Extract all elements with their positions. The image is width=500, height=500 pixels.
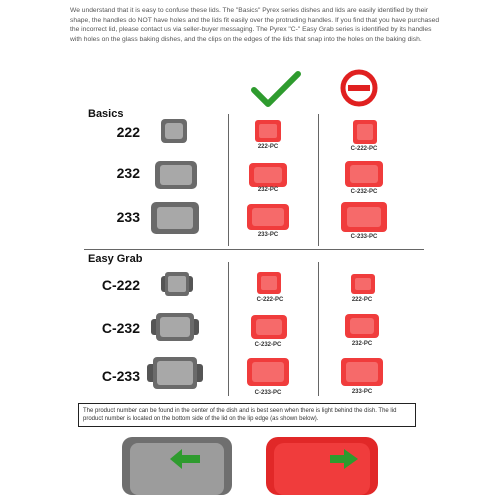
correct-lid-code: C-222-PC [256, 297, 284, 303]
lid-image [350, 273, 376, 295]
dish-image [146, 356, 204, 390]
column-divider [228, 262, 229, 396]
row-label: 222 [116, 124, 140, 140]
incorrect-lid-code: C-232-PC [350, 189, 378, 195]
green-checkmark-icon [250, 70, 302, 110]
lid-image [250, 314, 288, 340]
product-number-notice: The product number can be found in the center of the dish and is best seen when there is light behind the dish. The lid product number is located on the bottom side of the lid on the lip edge (as shown below). [78, 403, 416, 427]
dish-image [150, 312, 200, 342]
incorrect-lid-code: C-233-PC [350, 234, 378, 240]
lid-image [246, 203, 290, 231]
dish-image [160, 271, 194, 297]
correct-lid-code: 222-PC [257, 144, 279, 150]
lid-image [256, 271, 282, 295]
lid-image [340, 357, 384, 387]
column-divider [318, 262, 319, 396]
correct-lid-code: C-233-PC [254, 390, 282, 396]
row-label: C-222 [101, 277, 140, 293]
section-title-easy-grab: Easy Grab [88, 253, 143, 265]
lid-closeup-image [266, 433, 378, 495]
row-label: C-232 [101, 320, 140, 336]
dish-image [154, 160, 198, 190]
correct-lid-code: 233-PC [257, 232, 279, 238]
incorrect-lid-code: 222-PC [351, 297, 373, 303]
section-title-basics: Basics [88, 108, 124, 120]
dish-image [150, 201, 200, 235]
lid-image [344, 160, 384, 188]
incorrect-lid-code: 233-PC [351, 389, 373, 395]
column-divider [318, 114, 319, 246]
row-label: 232 [116, 165, 140, 181]
lid-image [340, 201, 388, 233]
lid-image [248, 162, 288, 188]
lid-image [254, 119, 282, 143]
lid-image [344, 313, 380, 339]
correct-lid-code: 232-PC [257, 187, 279, 193]
incorrect-lid-code: C-222-PC [350, 146, 378, 152]
column-divider [228, 114, 229, 246]
red-prohibited-icon [340, 69, 378, 107]
incorrect-lid-code: 232-PC [351, 341, 373, 347]
dish-image [160, 118, 188, 144]
row-label: 233 [116, 209, 140, 225]
lid-image [352, 119, 378, 145]
section-divider [84, 249, 424, 250]
row-label: C-233 [101, 368, 140, 384]
intro-paragraph: We understand that it is easy to confuse these lids. The "Basics" Pyrex series dishes and lids are easily identified by their shape, the handles do NOT have holes and the lids fit easily over the protruding handles. If you find that you have purchased the incorrect lid, please contact us via seller-buyer messaging. The Pyrex "C-" Easy Grab series is identified by its handles with holes on the glass baking dishes, and the clips on the edges of the lids that snap into the holes on the baking dish. [70, 7, 440, 43]
lid-image [246, 357, 290, 387]
correct-lid-code: C-232-PC [254, 342, 282, 348]
dish-closeup-image [122, 433, 232, 495]
